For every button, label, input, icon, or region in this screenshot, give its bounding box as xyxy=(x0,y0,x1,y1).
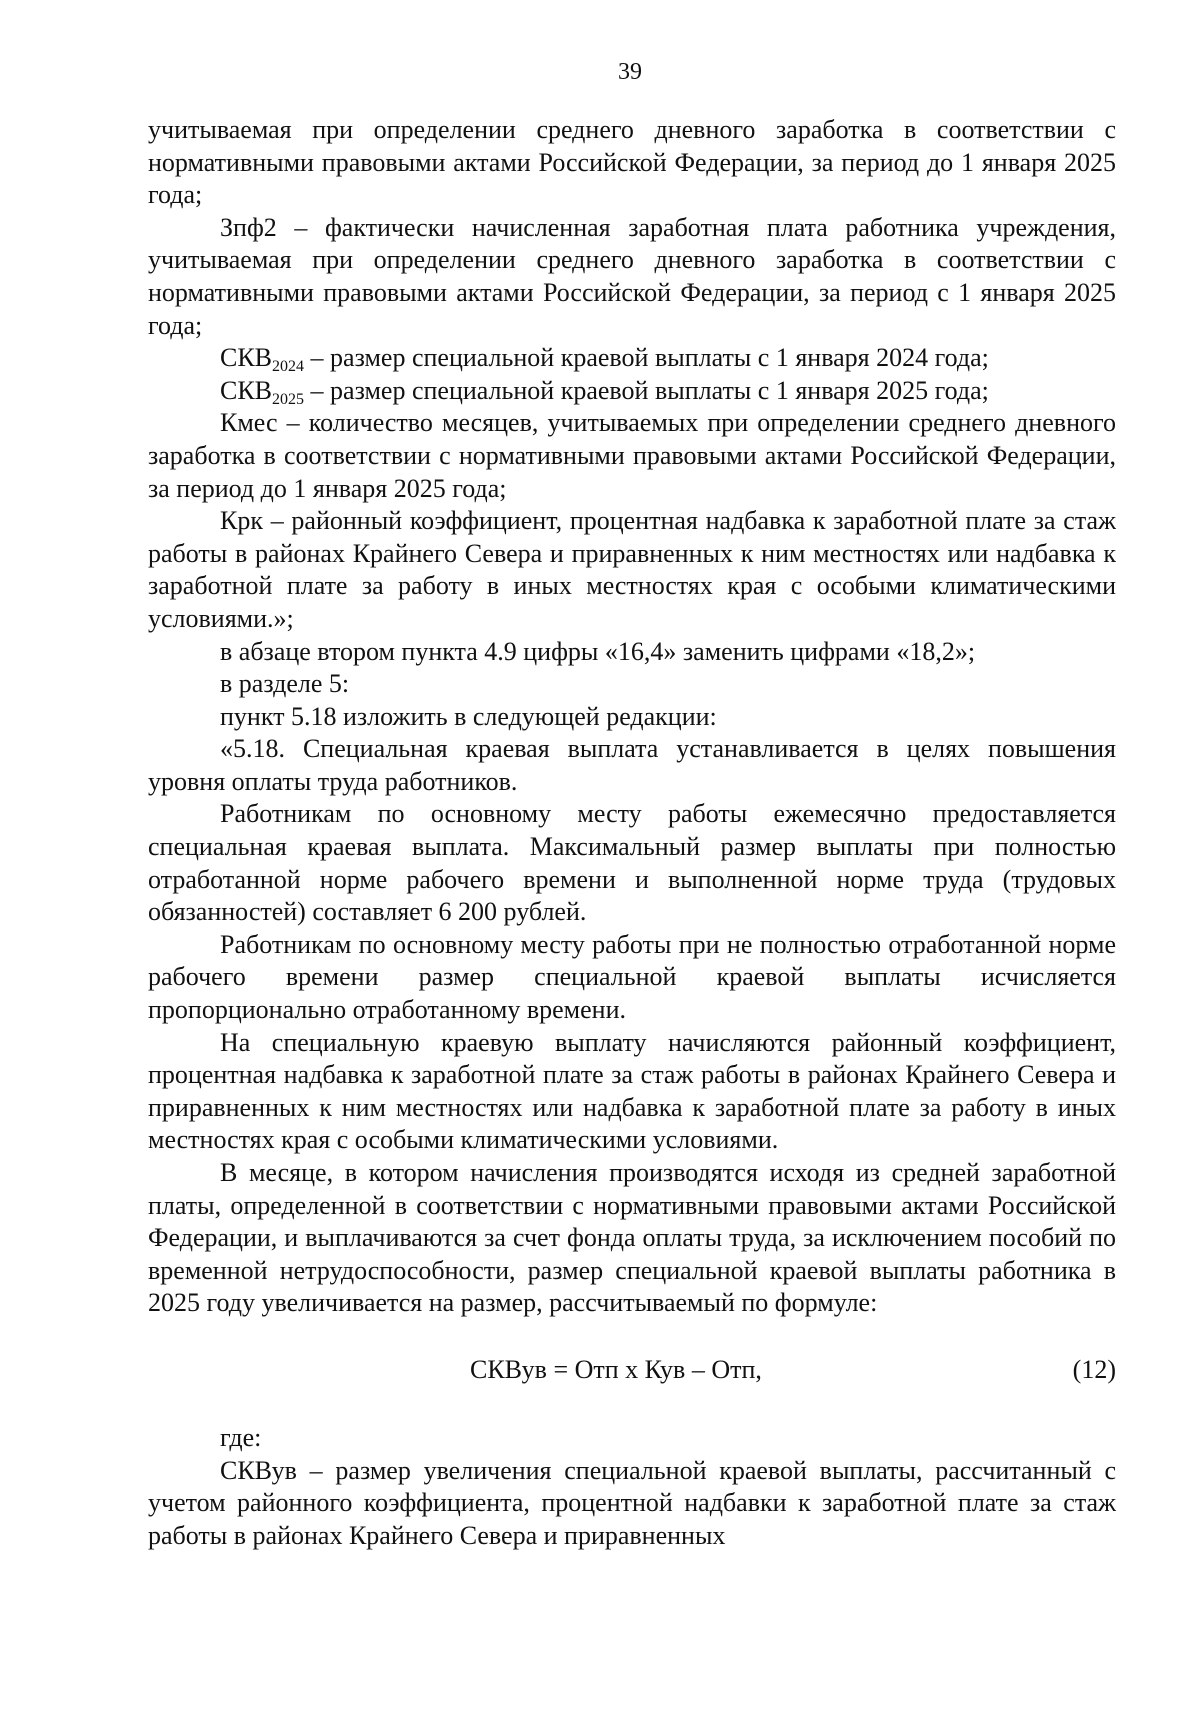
paragraph-12: Работникам по основному месту работы при не полностью отработанной норме рабочего времени размер специальной краевой выплаты исчисляется пропорционально отработанному времени. xyxy=(148,929,1116,1025)
paragraph-5: Кмес – количество месяцев, учитываемых при определении среднего дневного заработка в соответствии с нормативными правовыми актами Российской Федерации, за период до 1 января 2025 года; xyxy=(148,408,1116,503)
skv-symbol: СКВ xyxy=(220,375,273,405)
paragraph-6: Крк – районный коэффициент, процентная надбавка к заработной плате за стаж работы в районах Крайнего Севера и приравненных к ним местностях или надбавка к заработной плате за работу в иных местностях края с особыми климатическими условиями.»; xyxy=(148,506,1116,633)
paragraph-9: пункт 5.18 изложить в следующей редакции: xyxy=(220,701,717,731)
paragraph-where: где: xyxy=(220,1422,262,1452)
paragraph-4 xyxy=(148,375,1116,408)
paragraph-1: учитываемая при определении среднего дневного заработка в соответствии с нормативными правовыми актами Российской Федерации, за период до 1 января 2025 года; xyxy=(148,115,1116,210)
formula-expression: СКВув = Отп х Кув – Отп, xyxy=(470,1354,762,1384)
formula-line xyxy=(148,1354,1116,1388)
skv-symbol: СКВ xyxy=(220,343,273,373)
skv-subscript: 2024 xyxy=(272,358,305,376)
paragraph-4-text: – размер специальной краевой выплаты с 1 января 2025 года; xyxy=(304,375,989,405)
paragraph-10: «5.18. Специальная краевая выплата устанавливается в целях повышения уровня оплаты труда работников. xyxy=(148,734,1116,796)
paragraph-16: СКВув – размер увеличения специальной краевой выплаты, рассчитанный с учетом районного коэффициента, процентной надбавки к заработной плате за стаж работы в районах Крайнего Севера и приравненных xyxy=(148,1455,1116,1550)
paragraph-7: в абзаце втором пункта 4.9 цифры «16,4» заменить цифрами «18,2»; xyxy=(220,636,976,666)
page-number: 39 xyxy=(618,59,642,85)
skv-subscript: 2025 xyxy=(272,390,305,408)
paragraph-3-text: – размер специальной краевой выплаты с 1 января 2024 года; xyxy=(304,343,989,373)
paragraph-8: в разделе 5: xyxy=(220,669,350,699)
document-body xyxy=(148,114,1116,1552)
paragraph-3 xyxy=(148,342,1116,375)
paragraph-11: Работникам по основному месту работы ежемесячно предоставляется специальная краевая выплата. Максимальный размер выплаты при полностью отработанной норме рабочего времени и выполненной норме труда (трудовых обязанностей) составляет 6 200 рублей. xyxy=(148,799,1116,927)
paragraph-2: Зпф2 – фактически начисленная заработная плата работника учреждения, учитываемая при определении среднего дневного заработка в соответствии с нормативными правовыми актами Российской Федерации, за период с 1 января 2025 года; xyxy=(148,212,1116,340)
paragraph-14: В месяце, в котором начисления производятся исходя из средней заработной платы, определенной в соответствии с нормативными правовыми актами Российской Федерации, и выплачиваются за счет фонда оплаты труда, за исключением пособий по временной нетрудоспособности, размер специальной краевой выплаты работника в 2025 году увеличивается на размер, рассчитываемый по формуле: xyxy=(148,1158,1116,1318)
paragraph-13: На специальную краевую выплату начисляются районный коэффициент, процентная надбавка к заработной плате за стаж работы в районах Крайнего Севера и приравненных к ним местностях или надбавка к заработной плате за работу в иных местностях края с особыми климатическими условиями. xyxy=(148,1027,1116,1155)
formula-number: (12) xyxy=(1072,1354,1116,1384)
